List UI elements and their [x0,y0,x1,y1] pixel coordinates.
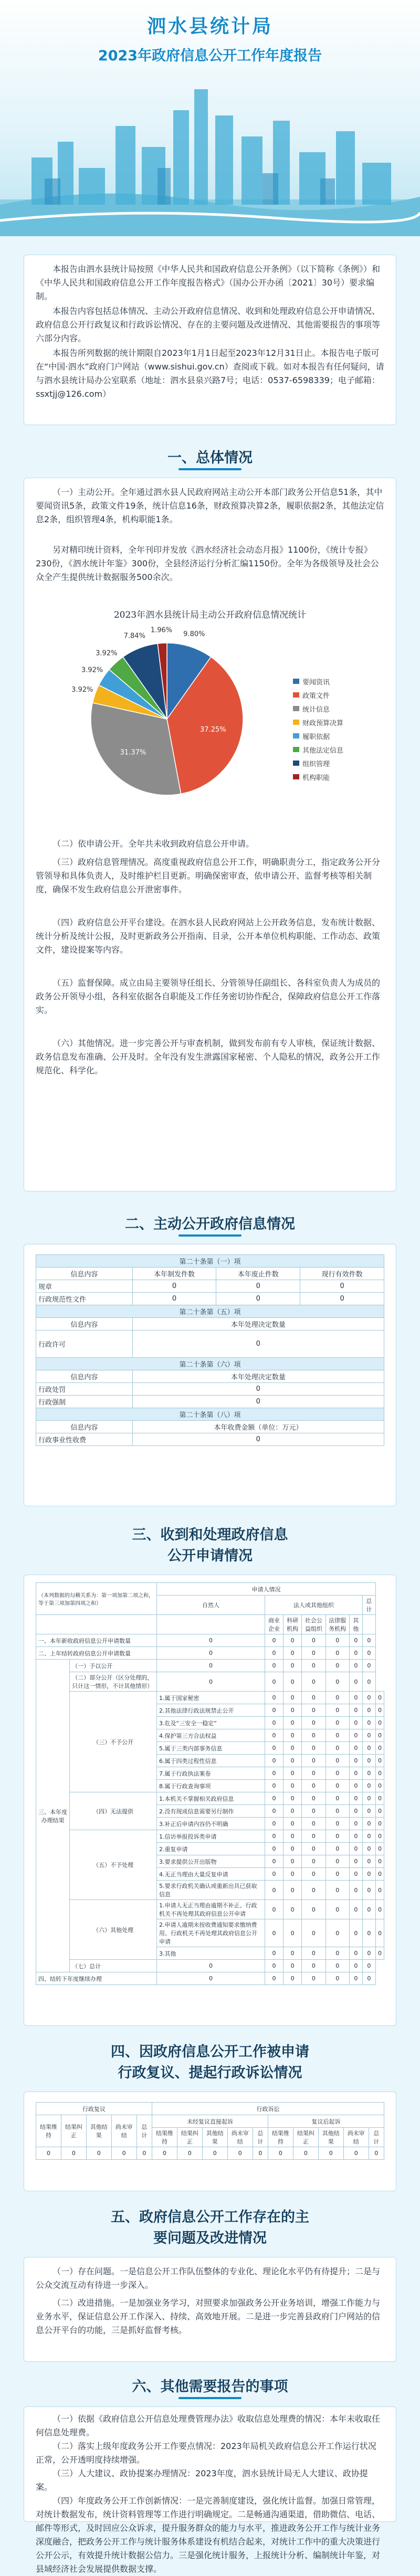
table-row: 5.属于三类内部事务信息 0 0 0 0 0 0 0 [36,1742,384,1755]
legend-item [293,770,343,784]
review-litigation-table: 行政复议 行政诉讼 结果维持 结果纠正 其他结果 尚未审结 总计 未经复议直接起诉 复议后起诉 结果维持 结果纠正 其他结果 尚未审结 总计 结果维持 结果纠正 其他结果 尚未审结 总计 0 0 0 0 0 0 0 0 0 0 0 0 0 0 0 [36,2102,384,2160]
table-row: 8.属于行政查询事项 0 0 0 0 0 0 0 [36,1780,384,1792]
table-row: 一、本年新收政府信息公开申请数量 0 0 0 0 0 0 0 [36,1634,384,1647]
s6-paragraph: （四）年度政务公开工作创新情况：一是完善制度建设，强化统计监督。加强日常管理，对统计数据发布，统计资料管理等工作进行明确规定。二是畅通沟通渠道，借助微信、电话、邮件等形式，及时回应公众诉求，提升服务群众的能力与水平，推进政务公开工作与统计业务深度融合，把政务公开工作与统计服务体系建设有机结合起来，对统计工作中的重大决策进行公开公示，有效提升统计数据公信力。三是强化统计服务，上报统计分析、编制统计年鉴，对县域经济社会发展提供数据支撑。 [36,2496,381,2574]
chart-legend [293,674,343,784]
legend-swatch [293,747,299,752]
table-row: 3.补正后申请内容仍不明确 0 0 0 0 0 0 0 [36,1818,384,1830]
legend-label: 其他法定信息 [302,746,344,755]
pie-chart [36,601,384,827]
s6-paragraph: （二）落实上级年度政务公开工作要点情况：2023年局机关政府信息公开工作运行状况正常，公开透明度持续增强。 [36,2441,376,2465]
table-row: 7.属于行政执法案卷 0 0 0 0 0 0 0 [36,1767,384,1780]
legend-label: 要闻资讯 [302,678,330,687]
table-section-header: 第二十条第（五）项 [36,1305,384,1318]
intro-paragraph: 本报告由泗水县统计局按照《中华人民共和国政府信息公开条例》（以下简称《条例》）和《中华人民共和国政府信息公开工作年度报告格式》（国办公开办函〔2021〕30号）要求编制。 [36,264,381,301]
hero-banner [0,0,420,236]
table-row: 三、本年度办理结果 （一）予以公开 0 0 0 0 0 0 0 [36,1660,384,1672]
col-header: 自然人 [157,1596,265,1615]
s6-paragraph: （三）人大建议、政协提案办理情况：2023年度，泗水县统计局无人大建议、政协提案。 [36,2468,368,2492]
table-row: 四、结转下年度继续办理 0 0 0 0 0 0 0 [36,1972,384,1985]
col-header: 本年废止件数 [216,1268,300,1280]
table-section-header: 第二十条第（八）项 [36,1408,384,1421]
col-group-header: 申请人情况 [157,1583,376,1596]
s6-paragraph: （一）依据《政府信息公开信息处理费管理办法》收取信息处理费的情况：本年未收取任何信息处理费。 [36,2414,381,2437]
legend-label: 财政预算决算 [302,719,344,727]
table-row: 0 0 0 0 0 0 0 0 0 0 0 0 0 0 0 [36,2147,384,2160]
legend-swatch [293,706,299,711]
table-row: 2.没有现成信息需要另行制作 0 0 0 0 0 0 0 [36,1805,384,1818]
section-6-card [24,2406,396,2574]
pie-data-label: 3.92% [96,649,118,658]
legend-swatch [293,679,299,684]
table-row: 2.其他法律行政法规禁止公开 0 0 0 0 0 0 0 [36,1704,384,1717]
table-row: 6.属于四类过程性信息 0 0 0 0 0 0 0 [36,1755,384,1767]
s1-paragraph: （五）监督保障。成立由局主要领导任组长、分管领导任副组长、各科室负责人为成员的政务公开领导小组，各科室依据各自职能及工作任务密切协作配合，保障政府信息公开工作落实。 [36,978,381,1015]
legend-swatch [293,733,299,738]
section-6-title: 六、其他需要报告的事项 [0,2375,420,2395]
legend-swatch [293,774,299,779]
col-header: 总计 [362,1596,375,1615]
col-header: 现行有效件数 [300,1268,384,1280]
legend-label: 政策文件 [302,692,330,700]
section-5-title: 五、政府信息公开工作存在的主 要问题及改进情况 [111,2209,309,2246]
legend-label: 统计信息 [302,705,330,714]
table-row: 4.无正当理由大量反复申请 0 0 0 0 0 0 0 [36,1868,384,1881]
table-row: （三）不予公开 1.属于国家秘密 0 0 0 0 0 0 0 [36,1692,384,1704]
legend-item [293,688,343,702]
legend-item [293,674,343,688]
table-row: （五）不予处理 1.信访举报投诉类申请 0 0 0 0 0 0 0 [36,1830,384,1843]
pie-data-label: 3.92% [71,686,93,694]
intro-paragraph: 本报告所列数据的统计期限自2023年1月1日起至2023年12月31日止。本报告电子版可在“中国·泗水”政府门户网站（www.sishui.gov.cn）查阅或下载。如对本报告有任何疑问，请与泗水县统计局办公室联系（地址：泗水县泉兴路7号；电话：0537-6598339；电子邮箱：ssxtjj@126.com） [36,348,384,399]
legend-item [293,702,343,715]
report-title: 2023年政府信息公开工作年度报告 [98,48,322,64]
col-group-header: 行政诉讼 [152,2103,384,2115]
legend-swatch [293,720,299,725]
s1-paragraph: （一）主动公开。全年通过泗水县人民政府网站主动公开本部门政务公开信息51条，其中要闻资讯5条，政策文件19条，统计信息16条，财政预算决算2条，履职依据2条，其他法定信息2条，组织管理4条，机构职能1条。 [36,487,384,524]
table-row: 4.保护第三方合法权益 0 0 0 0 0 0 0 [36,1729,384,1742]
intro-paragraph: 本报告内容包括总体情况、主动公开政府信息情况、收到和处理政府信息公开申请情况、政府信息公开行政复议和行政诉讼情况、存在的主要问题及改进情况、其他需要报告的事项等六部分内容。 [36,306,381,343]
table-section-header: 第二十条第（六）项 [36,1358,384,1370]
s1-paragraph: （二）依申请公开。全年共未收到政府信息公开申请。 [52,839,255,849]
table-row: 行政事业性收费 0 [36,1433,384,1446]
table-row: 2.申请人逾期未按收费通知要求缴纳费用、行政机关不再处理其政府信息公开申请 0 0 0 0 0 0 0 [36,1919,384,1947]
table-row: 规章 0 0 0 [36,1280,384,1293]
legend-swatch [293,761,299,766]
pie-data-label: 3.92% [81,666,103,674]
s5-paragraph: （一）存在问题。一是信息公开工作队伍整体的专业化、理论化水平仍有待提升；二是与公众交流互动有待进一步深入。 [36,2266,381,2290]
org-title: 泗水县统计局 [146,16,273,37]
table-row: （四）无法提供 1.本机关不掌握相关政府信息 0 0 0 0 0 0 0 [36,1792,384,1805]
table-row: 3.其他 0 0 0 0 0 0 0 [36,1947,384,1960]
table-row: 5.要求行政机关确认或重新出具已获取信息 0 0 0 0 0 0 0 [36,1881,384,1900]
table-row: 行政处罚 0 [36,1383,384,1396]
section-1-card [24,478,396,1191]
table-row: 行政规范性文件 0 0 0 [36,1293,384,1305]
pie-data-label: 31.37% [120,748,146,757]
legend-item [293,729,343,743]
active-disclosure-table: 第二十条第（一）项 信息内容 本年制发件数 本年废止件数 现行有效件数 规章 0 0 0 行政规范性文件 0 0 0 第二十条第（五）项 信息内容 本年处理决定数量 行政许可 0 第二十条第（六）项 信息内容 本年处理决定数量 行政处罚 0 行政强制 0 第二十条第（八）项 信息内容 本年收费金额（单位：万元） 行政事业性收费 0 [36,1254,384,1446]
legend-item [293,715,343,729]
section-3-title: 三、收到和处理政府信息 公开申请情况 [132,1527,288,1564]
legend-label: 履职依据 [302,733,330,741]
table-section-header: 第二十条第（一）项 [36,1255,384,1268]
s1-paragraph: 另对精印统计资料，全年刊印并发放《泗水经济社会动态月报》1100份，《统计专报》230份，《泗水统计年鉴》300份，全县经济运行分析汇编1150份。全年为各级领导及社会公众全产生提供统计数据服务500余次。 [36,545,379,582]
section-2-title: 二、主动公开政府信息情况 [0,1212,420,1233]
section-1-title: 一、总体情况 [0,446,420,467]
table-row: 行政许可 0 [36,1331,384,1358]
s1-paragraph: （三）政府信息管理情况。高度重视政府信息公开工作，明确职责分工，指定政务公开分管领导和具体负责人，及时维护栏目更新。明确保密审查，依申请公开、监督考核等相关制度，确保不发生政府信息公开泄密事件。 [36,857,381,894]
legend-item [293,743,343,756]
table-row: 3.危及“三安全一稳定” 0 0 0 0 0 0 0 [36,1717,384,1729]
legend-swatch [293,692,299,698]
s1-paragraph: （四）政府信息公开平台建设。在泗水县人民政府网站上公开政务信息，发布统计数据、统计分析及统计公报，及时更新政务公开指南、目录，公开本单位机构职能、工作动态、政策文件，建设提案等内容。 [36,917,381,955]
table-row: 3.要求提供公开出版物 0 0 0 0 0 0 0 [36,1855,384,1868]
s1-paragraph: （六）其他情况。进一步完善公开与审查机制，做到发布前有专人审核，保证统计数据、政务信息发布准确、公开及时。全年没有发生泄露国家秘密、个人隐私的情况，政务公开工作规范化、科学化。 [36,1038,381,1075]
s5-paragraph: （二）改进措施。一是加强业务学习，对照要求加强政务公开业务培训，增强工作能力与业务水平，保证信息公开工作深入、持续、高效地开展。二是进一步完善县政府门户网站的信息公开平台的功能，三是抓好监督考核。 [36,2298,381,2335]
table-row: （六）其他处理 1.申请人无正当理由逾期不补正、行政机关不再处理其政府信息公开申请 0 0 0 0 0 0 0 [36,1900,384,1919]
table-row: 2.重复申请 0 0 0 0 0 0 0 [36,1843,384,1855]
col-group-header: 行政复议 [36,2103,152,2115]
application-table: （本列数据的勾稽关系为：第一项加第二项之和，等于第三项加第四项之和） 申请人情况 自然人 法人或其他组织 总计 商业企业 科研机构 社会公益组织 法律服务机构 其他 一、本年新收政府信息公开申请数量 0 0 0 0 0 0 0 二、上年结转政府信息公开申请数量 0 0 0 0 0 0 0 三、本年度办理结果 （一）予以公开 0 0 0 0 0 0 0 （二）部分公开（区分处理的，只计这一情形，不计其他情形） 0 0 0 0 0 0 0 （三）不予公开 1.属于国家秘密 0 0 0 0 0 0 0 2.其他法律行政法规禁止公开 0 0 0 0 0 0 0 3.危及“三安全一稳定” 0 0 0 0 0 0 0 4.保护第三方合法权益 0 0 0 0 0 0 0 5.属于三类内部事务信息 0 0 0 0 0 0 0 6.属于四类过程性信息 0 0 0 0 0 0 0 7.属于行政执法案卷 0 0 0 0 0 0 0 8.属于行政查询事项 0 0 0 0 0 0 0 （四）无法提供 1.本机关不掌握相关政府信息 0 0 0 0 0 0 0 2.没有现成信息需要另行制作 0 0 0 0 0 0 0 3.补正后申请内容仍不明确 0 0 0 0 0 0 0 （五）不予处理 1.信访举报投诉类申请 0 0 0 0 0 0 0 2.重复申请 0 0 0 0 0 0 0 3.要求提供公开出版物 0 0 0 0 0 0 0 4.无正当理由大量反复申请 0 0 0 0 0 0 0 5.要求行政机关确认或重新出具已获取信息 0 0 0 0 0 0 0 （六）其他处理 1.申请人无正当理由逾期不补正、行政机关不再处理其政府信息公开申请 0 0 0 0 0 0 0 2.申请人逾期未按收费通知要求缴纳费用、行政机关不再处理其政府信息公开申请 0 0 0 0 0 0 0 3.其他 0 0 0 0 0 0 0 （七）总计 0 0 0 0 0 0 0 四、结转下年度继续办理 0 0 0 0 0 0 0 [36,1582,384,1985]
col-header: 信息内容 [36,1268,133,1280]
legend-label: 机构职能 [302,774,330,782]
pie-data-label: 37.25% [200,726,226,734]
section-4-title: 四、因政府信息公开工作被申请 行政复议、提起行政诉讼情况 [111,2044,309,2081]
table-row: （二）部分公开（区分处理的，只计这一情形，不计其他情形） 0 0 0 0 0 0 0 [36,1672,384,1692]
table-row: 二、上年结转政府信息公开申请数量 0 0 0 0 0 0 0 [36,1647,384,1660]
table-row: 行政强制 0 [36,1396,384,1408]
table-row: （七）总计 0 0 0 0 0 0 0 [36,1960,384,1972]
legend-label: 组织管理 [302,760,330,768]
pie-data-label: 9.80% [183,630,205,639]
legend-item [293,756,343,770]
pie-data-label: 1.96% [150,626,173,635]
col-header: 本年制发件数 [132,1268,216,1280]
table-corner-note: （本列数据的勾稽关系为：第一项加第二项之和，等于第三项加第四项之和） [36,1583,157,1615]
skyline-illustration [0,79,420,236]
col-group-header: 法人或其他组织 [265,1596,362,1615]
chart-title: 2023年泗水县统计局主动公开政府信息情况统计 [113,610,307,620]
pie-data-label: 7.84% [123,632,145,640]
